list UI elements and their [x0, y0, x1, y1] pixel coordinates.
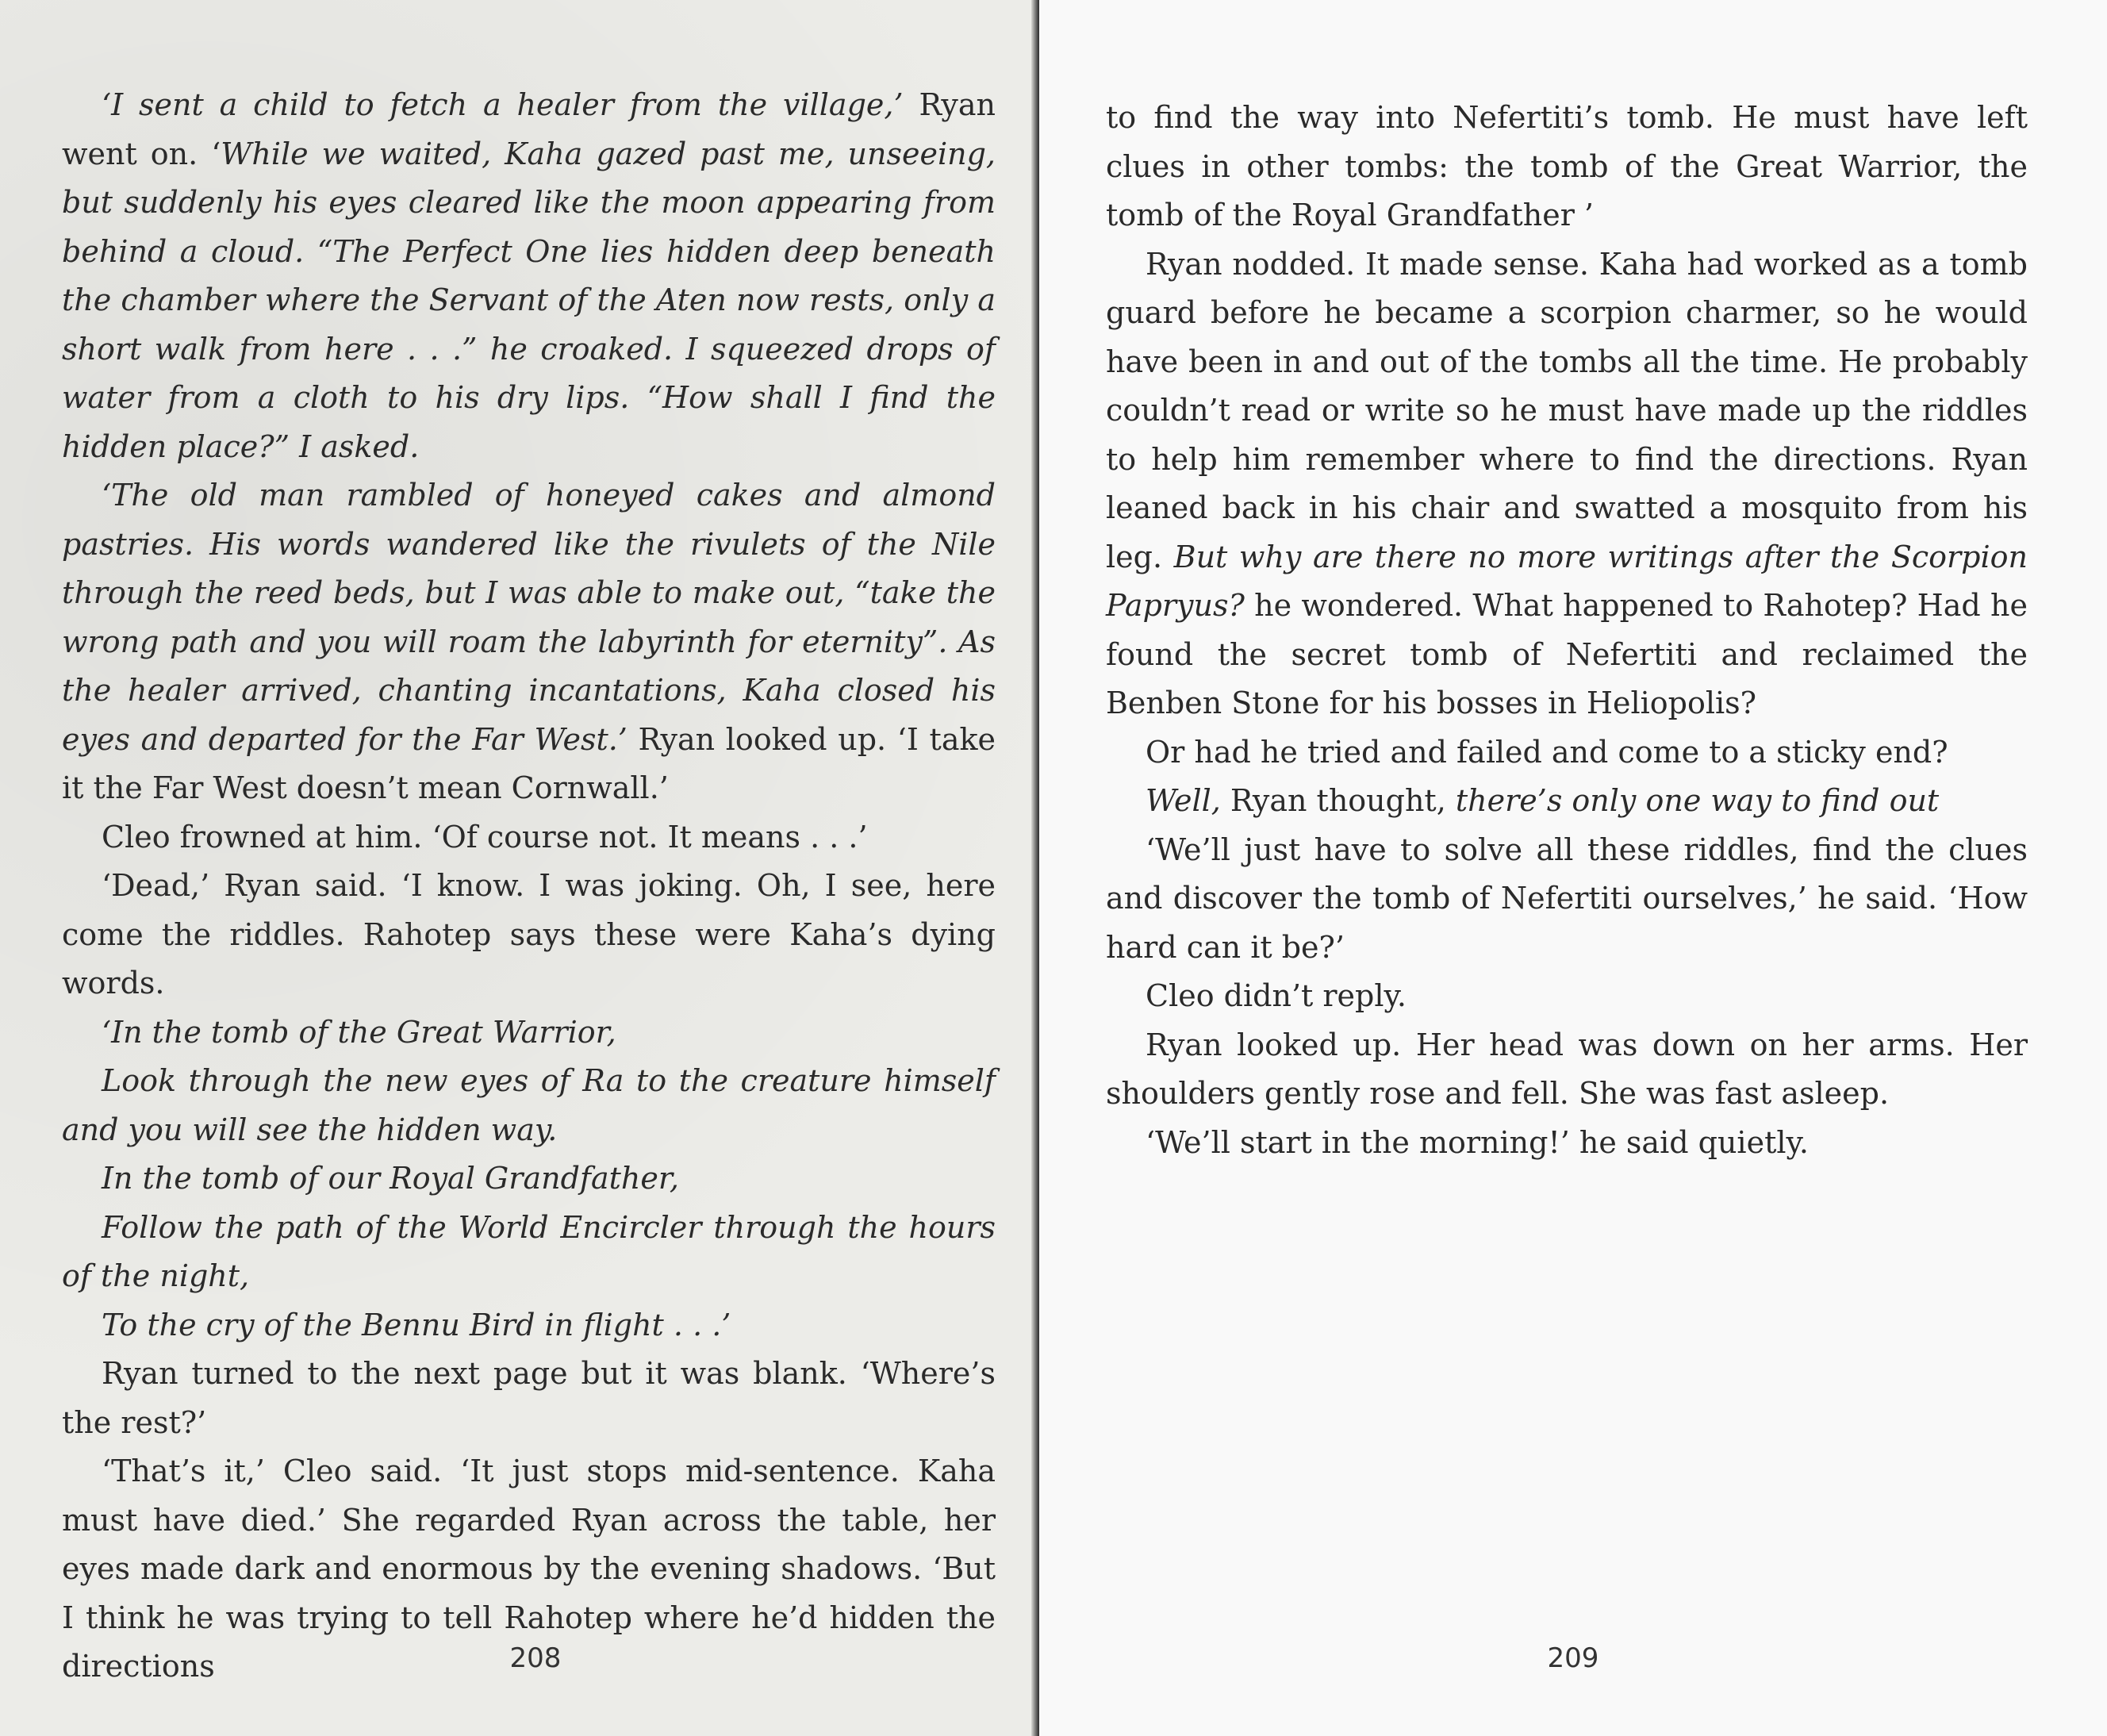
paragraph: [1106, 728, 2028, 778]
verse-line: [62, 1301, 996, 1350]
paragraph: [1106, 1021, 2028, 1119]
verse-line: [62, 1154, 996, 1204]
text-run: Ryan went on. ‘: [62, 87, 996, 171]
text-run: to find the way into Nefertiti’s tomb. He must have left clues in other tombs: the tomb of the Great Warrior, the tomb of the Royal Grandfather ’: [1106, 100, 2028, 232]
page-number-right: 209: [1547, 1642, 1599, 1674]
right-page-text: [1106, 94, 2028, 1167]
verse-line: [62, 1204, 996, 1301]
text-run: Or had he tried and failed and come to a sticky end?: [1146, 734, 1948, 770]
page-number-left: 208: [509, 1642, 562, 1674]
text-run: Ryan nodded. It made sense. Kaha had worked as a tomb guard before he became a scorpion charmer, so he would have been in and out of the tombs all the time. He probably couldn’t read or write so he must have made up the riddles to help him remember where to find the directions. Ryan leaned back in his chair and swatted a mosquito from his leg.: [1106, 246, 2028, 574]
text-run: Cleo frowned at him. ‘Of course not. It means . . .’: [102, 819, 868, 855]
italic-text-run: there’s only one way to find out: [1455, 783, 1940, 818]
italic-text-run: Follow the path of the World Encircler through the hours of the night,: [62, 1209, 996, 1293]
paragraph: [1106, 972, 2028, 1021]
paragraph: [1106, 1119, 2028, 1168]
italic-text-run: To the cry of the Bennu Bird in flight . . .’: [102, 1307, 731, 1342]
paragraph: [62, 471, 996, 813]
italic-text-run: ‘The old man rambled of honeyed cakes and almond pastries. His words wandered like the rivulets of the Nile through the reed beds, but I was able to make out, “take the wrong path and you will roam the labyrinth for eternity”. As the healer arrived, chanting incantations, Kaha closed his eyes and departed for the Far West.’: [62, 478, 996, 757]
text-run: Ryan turned to the next page but it was blank. ‘Where’s the rest?’: [62, 1356, 996, 1440]
text-run: he wondered. What happened to Rahotep? Had he found the secret tomb of Nefertiti and reclaimed the Benben Stone for his bosses in Heliopolis?: [1106, 588, 2028, 720]
text-run: ‘Dead,’ Ryan said. ‘I know. I was joking. Oh, I see, here come the riddles. Rahotep says these were Kaha’s dying words.: [62, 868, 996, 1001]
left-page: [0, 0, 1039, 1736]
right-page: [1039, 0, 2107, 1736]
paragraph: [62, 81, 996, 471]
italic-text-run: ‘I sent a child to fetch a healer from the village,’: [102, 87, 904, 122]
italic-text-run: Look through the new eyes of Ra to the creature himself and you will see the hidden way.: [62, 1063, 996, 1147]
paragraph: [1106, 240, 2028, 728]
text-run: Ryan looked up. Her head was down on her arms. Her shoulders gently rose and fell. She was fast asleep.: [1106, 1027, 2028, 1111]
text-run: ‘We’ll just have to solve all these riddles, find the clues and discover the tomb of Nefertiti ourselves,’ he said. ‘How hard can it be?’: [1106, 832, 2028, 965]
text-run: Ryan looked up. ‘I take it the Far West doesn’t mean Cornwall.’: [62, 721, 996, 805]
verse-line: [62, 1008, 996, 1058]
left-page-text: [62, 81, 996, 1692]
text-run: Ryan thought,: [1220, 783, 1456, 818]
italic-text-run: ‘In the tomb of the Great Warrior,: [102, 1014, 616, 1050]
italic-text-run: In the tomb of our Royal Grandfather,: [102, 1161, 679, 1196]
text-run: ‘We’ll start in the morning!’ he said quietly.: [1146, 1124, 1809, 1160]
paragraph: [1106, 777, 2028, 826]
italic-text-run: But why are there no more writings after the Scorpion Papryus?: [1106, 539, 2028, 623]
paragraph: [62, 1350, 996, 1447]
paragraph: [62, 813, 996, 862]
text-run: ‘That’s it,’ Cleo said. ‘It just stops mid-sentence. Kaha must have died.’ She regarded Ryan across the table, her eyes made dark and enormous by the evening shadows. ‘But I think he was trying to tell Rahotep where he’d hidden the directions: [62, 1454, 996, 1684]
paragraph: [1106, 94, 2028, 240]
italic-text-run: Well,: [1146, 783, 1221, 818]
italic-text-run: While we waited, Kaha gazed past me, unseeing, but suddenly his eyes cleared like the moon appearing from behind a cloud. “The Perfect One lies hidden deep beneath the chamber where the Servant of the Aten now rests, only a short walk from here . . .” he croaked. I squeezed drops of water from a cloth to his dry lips. “How shall I find the hidden place?” I asked.: [62, 136, 996, 464]
text-run: Cleo didn’t reply.: [1146, 978, 1407, 1013]
verse-line: [62, 1057, 996, 1154]
paragraph: [1106, 826, 2028, 973]
paragraph: [62, 862, 996, 1008]
